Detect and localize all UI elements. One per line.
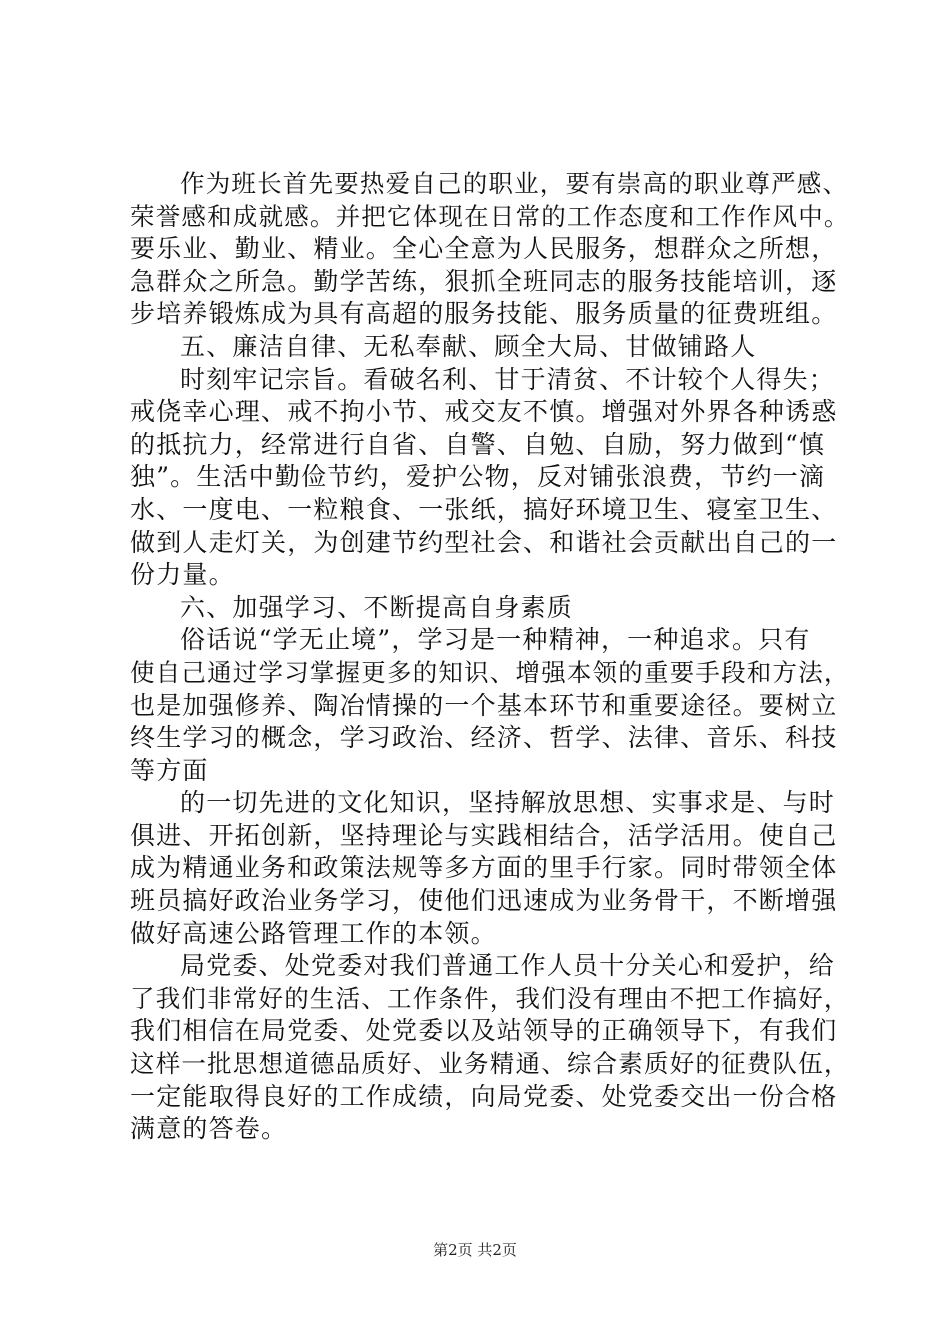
text-line: 的抵抗力，经常进行自省、自警、自勉、自励，努力做到“慎 <box>130 429 826 459</box>
text-line: 水、一度电、一粒粮食、一张纸，搞好环境卫生、寝室卫生、 <box>130 494 838 524</box>
text-line: 做好高速公路管理工作的本领。 <box>130 918 497 948</box>
text-line: 步培养锻炼成为具有高超的服务技能、服务质量的征费班组。 <box>130 299 838 329</box>
text-line: 时刻牢记宗旨。看破名利、甘于清贫、不计较个人得失； <box>180 364 836 394</box>
text-line: 成为精通业务和政策法规等多方面的里手行家。同时带领全体 <box>130 853 838 883</box>
text-line: 终生学习的概念，学习政治、经济、哲学、法律、音乐、科技 <box>130 723 838 753</box>
text-line: 局党委、处党委对我们普通工作人员十分关心和爱护，给 <box>180 951 836 981</box>
text-line: 俱进、开拓创新，坚持理论与实践相结合，活学活用。使自己 <box>130 820 838 850</box>
text-line: 急群众之所急。勤学苦练，狠抓全班同志的服务技能培训，逐 <box>130 266 838 296</box>
text-line: 戒侥幸心理、戒不拘小节、戒交友不慎。增强对外界各种诱惑 <box>130 397 838 427</box>
text-line: 我们相信在局党委、处党委以及站领导的正确领导下，有我们 <box>130 1016 838 1046</box>
text-line: 一定能取得良好的工作成绩，向局党委、处党委交出一份合格 <box>130 1081 838 1111</box>
page-footer: 第2页 共2页 <box>433 1241 517 1259</box>
text-line: 等方面 <box>130 755 209 785</box>
text-line: 俗话说“学无止境”，学习是一种精神，一种追求。只有 <box>180 625 811 655</box>
text-line: 六、加强学习、不断提高自身素质 <box>180 592 574 622</box>
text-line: 五、廉洁自律、无私奉献、顾全大局、甘做铺路人 <box>180 331 757 361</box>
text-line: 满意的答卷。 <box>130 1114 288 1144</box>
text-line: 的一切先进的文化知识，坚持解放思想、实事求是、与时 <box>180 788 836 818</box>
text-line: 这样一批思想道德品质好、业务精通、综合素质好的征费队伍， <box>130 1049 850 1079</box>
body-text <box>130 168 850 1146</box>
text-line: 使自己通过学习掌握更多的知识、增强本领的重要手段和方法， <box>130 657 850 687</box>
text-line: 荣誉感和成就感。并把它体现在日常的工作态度和工作作风中。 <box>130 201 850 231</box>
text-line: 要乐业、勤业、精业。全心全意为人民服务，想群众之所想， <box>130 234 838 264</box>
text-line: 做到人走灯关，为创建节约型社会、和谐社会贡献出自己的一 <box>130 527 838 557</box>
text-line: 份力量。 <box>130 560 235 590</box>
text-line: 独”。生活中勤俭节约，爱护公物，反对铺张浪费，节约一滴 <box>130 462 826 492</box>
text-line: 了我们非常好的生活、工作条件，我们没有理由不把工作搞好， <box>130 983 850 1013</box>
text-line: 作为班长首先要热爱自己的职业，要有崇高的职业尊严感、 <box>180 169 849 198</box>
text-line: 班员搞好政治业务学习，使他们迅速成为业务骨干，不断增强 <box>130 886 838 916</box>
text-line: 也是加强修养、陶冶情操的一个基本环节和重要途径。要树立 <box>130 690 838 720</box>
